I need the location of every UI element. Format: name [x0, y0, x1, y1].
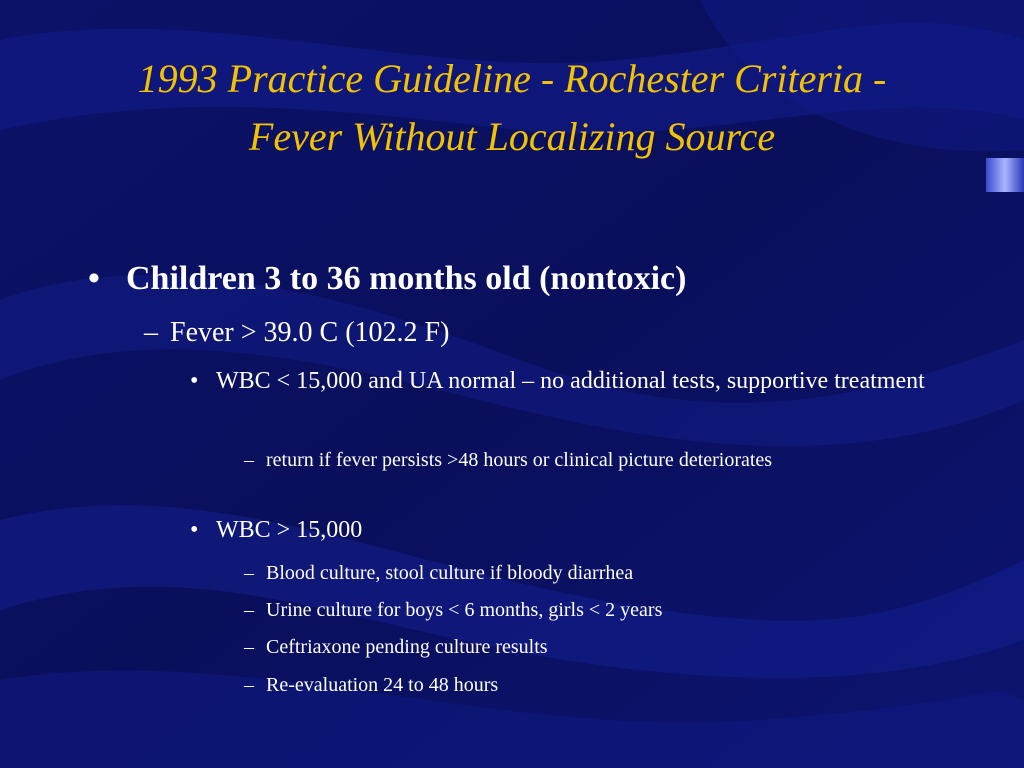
- bullet-level3: [190, 515, 956, 546]
- bullet-level2: [144, 316, 970, 350]
- bullet-text: Blood culture, stool culture if bloody diarrhea: [266, 562, 634, 584]
- bullet-level4: [244, 670, 966, 700]
- dash-marker: –: [144, 317, 158, 348]
- dash-marker: –: [244, 636, 254, 658]
- bullet-text: return if fever persists >48 hours or clinical picture deteriorates: [266, 449, 773, 471]
- bullet-level4: [244, 595, 966, 625]
- bullet-text: Ceftriaxone pending culture results: [266, 636, 548, 658]
- dash-marker: –: [244, 599, 254, 621]
- bullet-marker: •: [190, 368, 199, 394]
- bullet-text: WBC < 15,000 and UA normal – no additional tests, supportive treatment: [216, 368, 925, 394]
- bullet-level1: [88, 259, 986, 299]
- bullet-text: Fever > 39.0 C (102.2 F): [170, 317, 450, 348]
- bullet-marker: •: [190, 517, 199, 543]
- bullet-level4: [244, 445, 906, 475]
- bullet-text: Re-evaluation 24 to 48 hours: [266, 674, 499, 696]
- bullet-level4: [244, 558, 966, 588]
- dash-marker: –: [244, 449, 254, 471]
- bullet-text: Urine culture for boys < 6 months, girls < 2 years: [266, 599, 663, 621]
- bullet-text: WBC > 15,000: [216, 517, 363, 543]
- bullet-level4: [244, 632, 966, 662]
- slide-title: 1993 Practice Guideline - Rochester Criteria - Fever Without Localizing Source: [137, 56, 887, 159]
- dash-marker: –: [244, 674, 254, 696]
- bullet-level3: [190, 366, 956, 397]
- bullet-marker: •: [88, 260, 100, 297]
- bullet-text: Children 3 to 36 months old (nontoxic): [126, 260, 687, 297]
- dash-marker: –: [244, 562, 254, 584]
